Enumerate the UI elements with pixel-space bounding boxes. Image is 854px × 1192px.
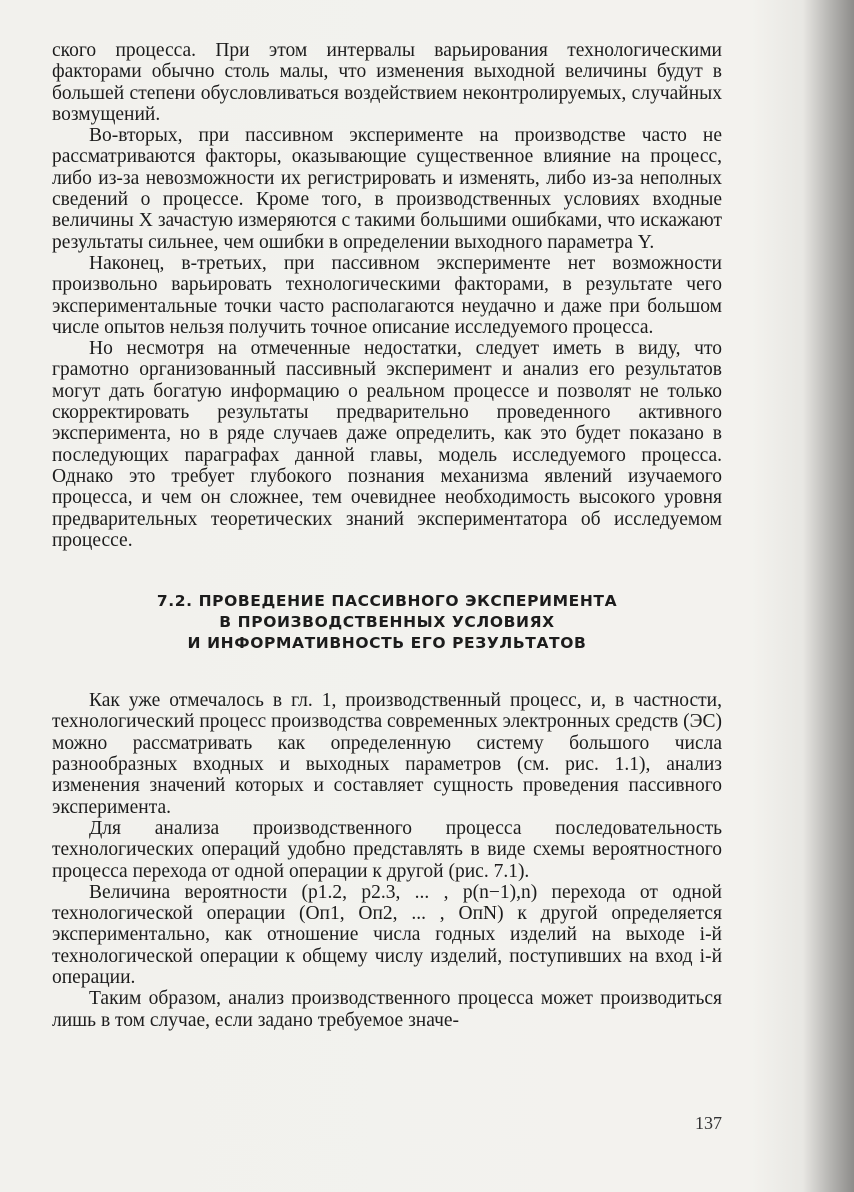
paragraph-2: Во-вторых, при пассивном эксперименте на производстве часто не рассматриваются факторы, оказывающие существенное влияние на процесс, либо из-за невозможности их регистрировать и изменять, либо из-за неполных сведений о процессе. Кроме того, в производственных условиях входные величины X зачастую измеряются с такими большими ошибками, что искажают результаты сильнее, чем ошибки в определении выходного параметра Y. (52, 125, 722, 253)
page-number: 137 (695, 1113, 722, 1133)
section-heading (52, 591, 722, 654)
section-heading-line-2: В ПРОИЗВОДСТВЕННЫХ УСЛОВИЯХ (219, 613, 555, 632)
text-column (52, 40, 722, 1031)
section-heading-line-1: 7.2. ПРОВЕДЕНИЕ ПАССИВНОГО ЭКСПЕРИМЕНТА (156, 592, 618, 611)
paragraph-1: ского процесса. При этом интервалы варьирования технологическими факторами обычно столь малы, что изменения выходной величины будут в большей степени обусловливаться воздействием неконтролируемых, случайных возмущений. (52, 40, 722, 125)
paragraph-8: Таким образом, анализ производственного процесса может производиться лишь в том случае, если задано требуемое значе- (52, 988, 722, 1031)
paragraph-6: Для анализа производственного процесса последовательность технологических операций удобно представлять в виде схемы вероятностного процесса перехода от одной операции к другой (рис. 7.1). (52, 817, 722, 882)
section-heading-line-3: И ИНФОРМАТИВНОСТЬ ЕГО РЕЗУЛЬТАТОВ (187, 634, 587, 653)
paragraph-3: Наконец, в-третьих, при пассивном эксперименте нет возможности произвольно варьировать технологическими факторами, в результате чего экспериментальные точки часто располагаются неудачно и даже при большом числе опытов нельзя получить точное описание исследуемого процесса. (52, 252, 722, 338)
paragraph-5: Как уже отмечалось в гл. 1, производственный процесс, и, в частности, технологический процесс производства современных электронных средств (ЭС) можно рассматривать как определенную систему большого числа разнообразных входных и выходных параметров (см. рис. 1.1), анализ изменения значений которых и составляет сущность проведения пассивного эксперимента. (52, 690, 722, 818)
paragraph-7: Величина вероятности (p1.2, p2.3, ... , p(n−1),n) перехода от одной технологической операции (Оп1, Оп2, ... , ОпN) к другой определяется экспериментально, как отношение числа годных изделий на выходе i-й технологической операции к общему числу изделий, поступивших на вход i-й операции. (52, 881, 722, 988)
paragraph-4: Но несмотря на отмеченные недостатки, следует иметь в виду, что грамотно организованный пассивный эксперимент и анализ его результатов могут дать богатую информацию о реальном процессе и позволят не только скорректировать результаты предварительно проведенного активного эксперимента, но в ряде случаев даже определить, как это будет показано в последующих параграфах данной главы, модель исследуемого процесса. Однако это требует глубокого познания механизма явлений изучаемого процесса, и чем он сложнее, тем очевиднее необходимость высокого уровня предварительных теоретических знаний экспериментатора об исследуемом процессе. (52, 338, 722, 551)
